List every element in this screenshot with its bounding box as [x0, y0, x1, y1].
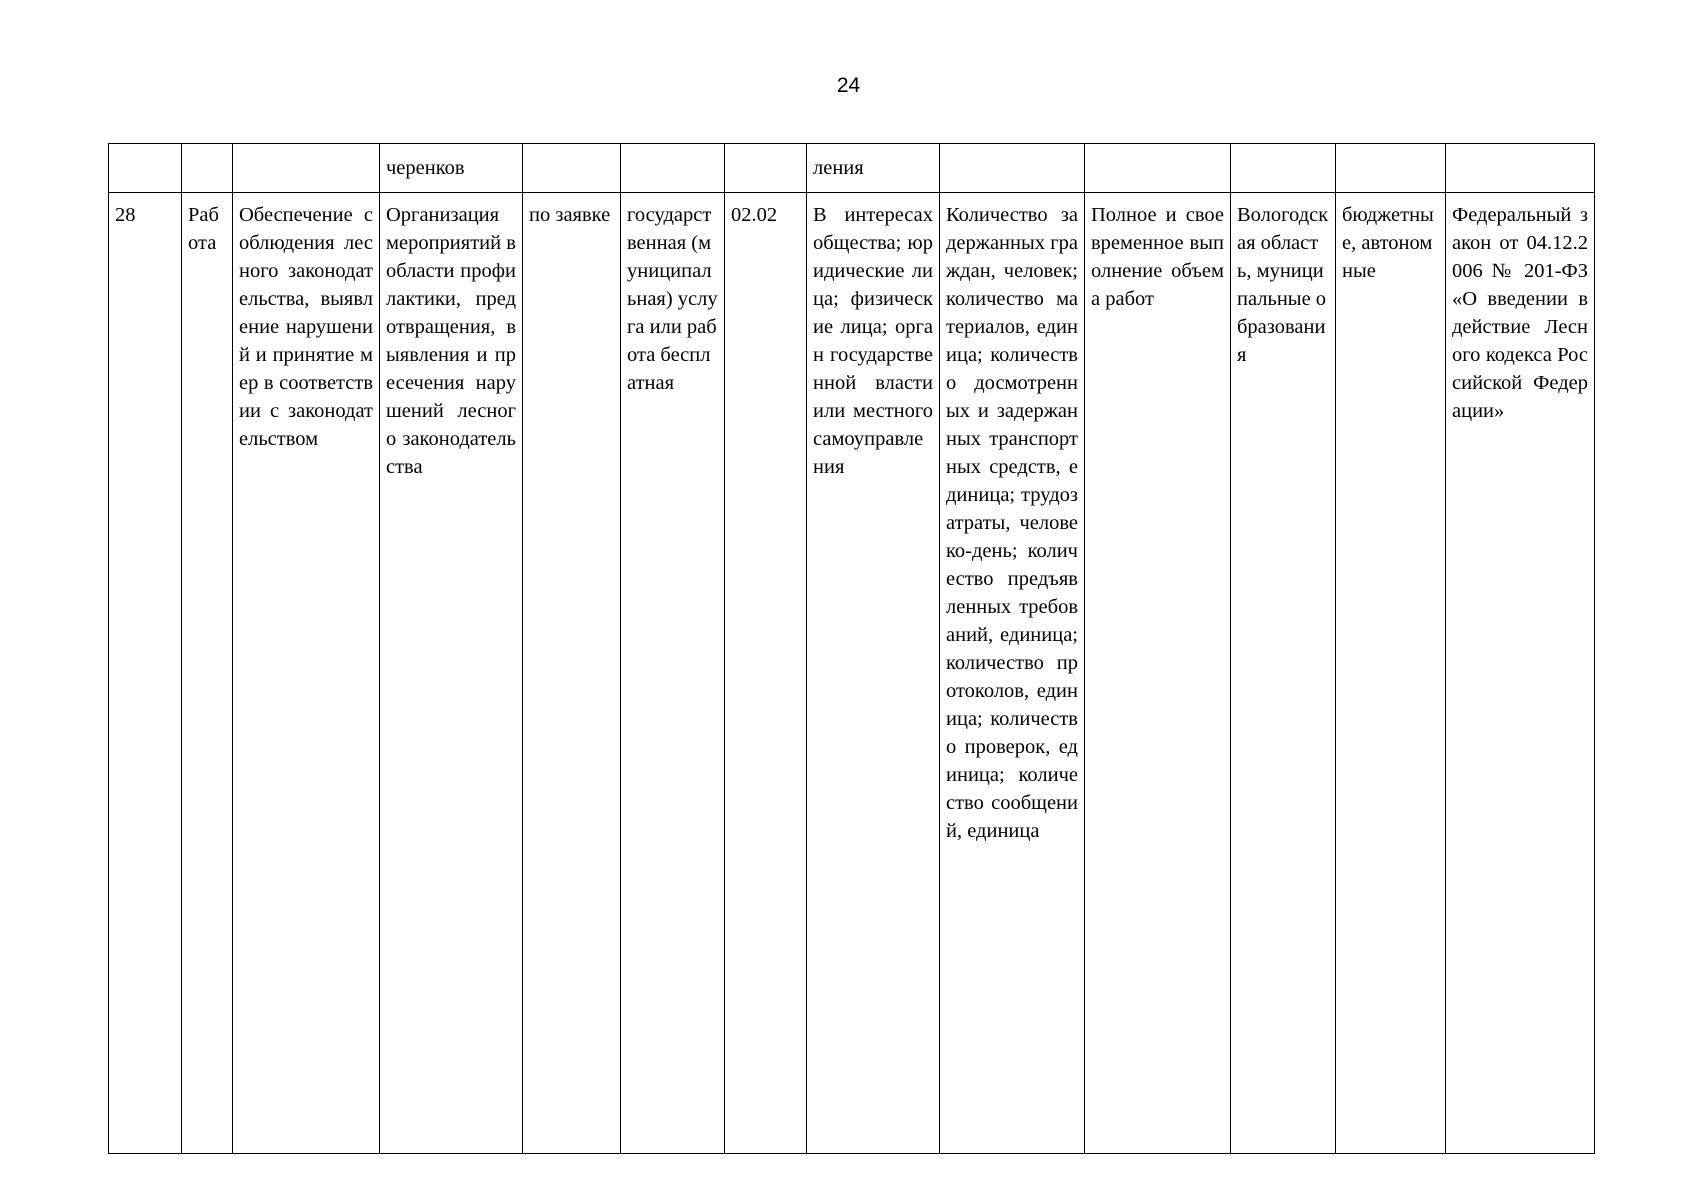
table-row-28	[109, 193, 1595, 1154]
row-name-cell: Обеспечение соблюдения лесного законодательства, выявление нарушений и принятие мер в соответствии с законодательством	[233, 193, 380, 1154]
table-cell	[1336, 144, 1446, 193]
table-cell	[523, 144, 621, 193]
table-cell	[182, 144, 233, 193]
row-number-cell: 28	[109, 193, 182, 1154]
table-cell: черенков	[380, 144, 523, 193]
table-cell	[233, 144, 380, 193]
row-legal-basis-cell: Федеральный закон от 04.12.2006 № 201-ФЗ «О введении в действие Лесного кодекса Российской Федерации»	[1446, 193, 1595, 1154]
row-content-cell: Организация мероприятий в области профилактики, предотвращения, выявления и пресечения нарушений лесного законодательства	[380, 193, 523, 1154]
row-institutions-cell: бюджетные, автономные	[1336, 193, 1446, 1154]
row-payment-cell: государственная (муниципальная) услуга или работа бесплатная	[621, 193, 725, 1154]
row-code-cell: 02.02	[725, 193, 807, 1154]
table-cell	[1085, 144, 1231, 193]
page-number: 24	[836, 74, 861, 97]
table-cell	[1231, 144, 1336, 193]
row-consumers-cell: В интересах общества; юридические лица; физические лица; орган государственной власти или местного самоуправления	[807, 193, 940, 1154]
row-indicators-cell: Количество задержанных граждан, человек; количество материалов, единица; количество досмотренных и задержанных транспортных средств, единица; трудозатраты, человеко-день; количество предъявленных требований, единица; количество протоколов, единица; количество проверок, единица; количество сообщений, единица	[940, 193, 1085, 1154]
row-type-cell: Работа	[182, 193, 233, 1154]
table-cell	[621, 144, 725, 193]
table-cell	[725, 144, 807, 193]
services-table	[108, 143, 1595, 1154]
table-cell	[1446, 144, 1595, 193]
table-cell	[109, 144, 182, 193]
row-region-cell: Вологодская область, муниципальные образования	[1231, 193, 1336, 1154]
row-quality-cell: Полное и своевременное выполнение объема работ	[1085, 193, 1231, 1154]
row-conditions-cell: по заявке	[523, 193, 621, 1154]
table-cell: ления	[807, 144, 940, 193]
table-cell	[940, 144, 1085, 193]
table-row-continuation	[109, 144, 1595, 193]
